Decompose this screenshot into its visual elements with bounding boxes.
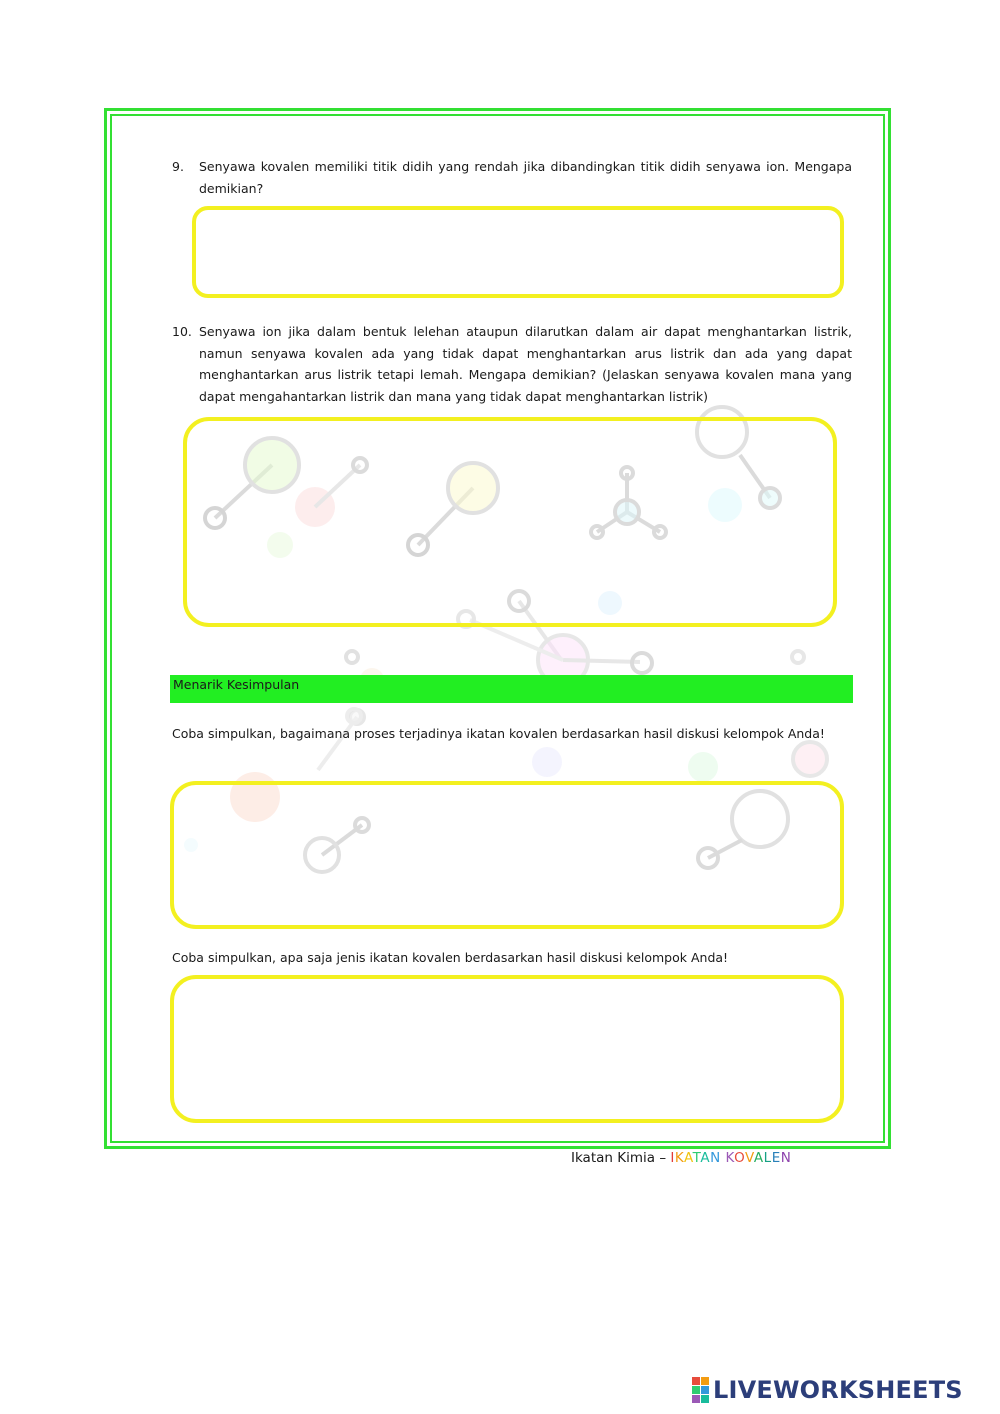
logo-square (701, 1377, 709, 1385)
footer-accent-letter: O (734, 1150, 746, 1166)
footer-accent-letter: I (670, 1150, 675, 1166)
footer-accent-letter: L (763, 1150, 772, 1166)
question-text: Senyawa kovalen memiliki titik didih yang rendah jika dibandingkan titik didih senyawa ion. Mengapa demikian? (199, 159, 852, 196)
question-9 (172, 156, 852, 200)
logo-square (692, 1386, 700, 1394)
footer-accent-letter: V (745, 1150, 754, 1166)
footer-accent-letter: N (710, 1150, 721, 1166)
logo-square (692, 1377, 700, 1385)
logo-square (692, 1395, 700, 1403)
conclusion-prompt-1: Coba simpulkan, bagaimana proses terjadinya ikatan kovalen berdasarkan hasil diskusi kelompok Anda! (172, 726, 825, 741)
page-footer (571, 1150, 791, 1166)
liveworksheets-logo-icon (692, 1377, 709, 1403)
question-text: Senyawa ion jika dalam bentuk lelehan ataupun dilarutkan dalam air dapat menghantarkan listrik, namun senyawa kovalen ada yang tidak dapat menghantarkan arus listrik dan ada yang dapat menghantarkan arus listrik tetapi lemah. Mengapa demikian? (Jelaskan senyawa kovalen mana yang dapat mengahantarkan listrik dan mana yang tidak dapat menghantarkan listrik) (199, 324, 852, 404)
footer-accent-letter: E (771, 1150, 781, 1166)
answer-box-conclusion-1[interactable] (170, 781, 844, 929)
section-title: Menarik Kesimpulan (173, 677, 300, 692)
footer-prefix: Ikatan Kimia – (571, 1150, 671, 1166)
answer-box-question-9[interactable] (192, 206, 844, 298)
footer-accent-letter: K (725, 1150, 735, 1166)
footer-accent-title (670, 1150, 791, 1166)
liveworksheets-watermark (692, 1375, 963, 1405)
logo-square (701, 1386, 709, 1394)
question-number: 10. (172, 324, 192, 339)
footer-accent-letter: N (780, 1150, 792, 1166)
footer-accent-letter: A (700, 1150, 711, 1166)
logo-square (701, 1395, 709, 1403)
liveworksheets-brand: LIVEWORKSHEETS (713, 1376, 963, 1404)
footer-accent-letter: K (674, 1150, 684, 1166)
answer-box-conclusion-2[interactable] (170, 975, 844, 1123)
footer-accent-letter: A (683, 1150, 693, 1166)
footer-accent-letter: A (753, 1150, 764, 1166)
conclusion-prompt-2: Coba simpulkan, apa saja jenis ikatan kovalen berdasarkan hasil diskusi kelompok Anda! (172, 950, 729, 965)
footer-accent-letter: T (692, 1150, 701, 1166)
question-10 (172, 321, 852, 411)
answer-box-question-10[interactable] (183, 417, 837, 627)
section-header-menarik-kesimpulan (170, 675, 853, 703)
question-number: 9. (172, 159, 184, 174)
